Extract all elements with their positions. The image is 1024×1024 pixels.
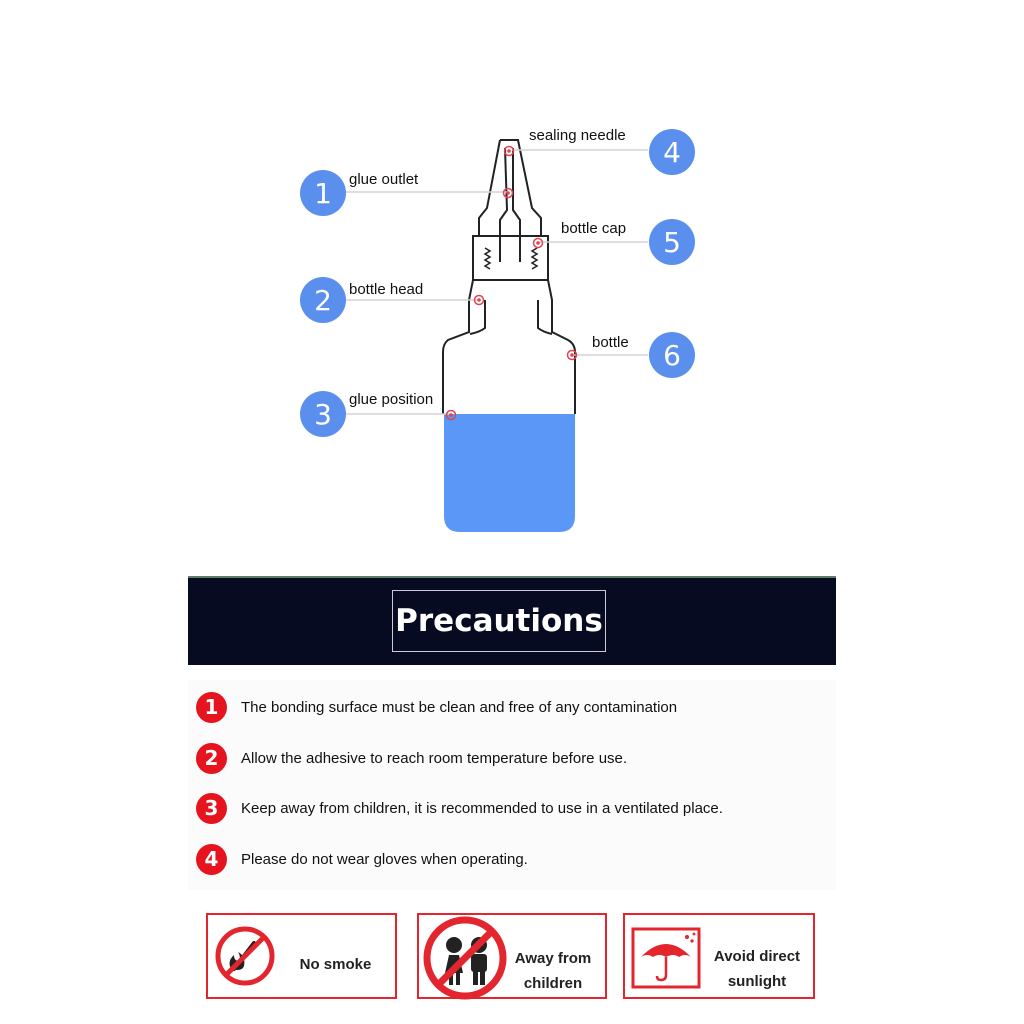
callout-3-label: glue position bbox=[349, 391, 434, 408]
glue-fill bbox=[444, 414, 575, 532]
umbrella-icon bbox=[631, 927, 701, 989]
callout-1-badge: 1 bbox=[300, 170, 346, 216]
no-smoke-label: No smoke bbox=[299, 956, 372, 973]
away-from-children-label-line1: Away from bbox=[514, 950, 592, 967]
avoid-sunlight-sign bbox=[623, 913, 815, 999]
precaution-item bbox=[196, 690, 677, 724]
no-smoking-icon bbox=[214, 925, 276, 987]
callout-1-label: glue outlet bbox=[349, 171, 419, 188]
callout-4-badge: 4 bbox=[649, 129, 695, 175]
avoid-sunlight-label-line1: Avoid direct bbox=[713, 948, 801, 965]
precaution-badge: 3 bbox=[196, 793, 227, 824]
away-from-children-label-line2: children bbox=[523, 975, 583, 992]
precaution-badge: 4 bbox=[196, 844, 227, 875]
precaution-text: The bonding surface must be clean and free of any contamination bbox=[241, 698, 678, 716]
precaution-item bbox=[196, 741, 627, 775]
precaution-text: Please do not wear gloves when operating. bbox=[241, 850, 528, 868]
precaution-text: Allow the adhesive to reach room temperature before use. bbox=[241, 749, 628, 767]
bottle-outline bbox=[443, 140, 575, 414]
banner-title-box bbox=[392, 590, 606, 652]
no-smoke-sign bbox=[206, 913, 397, 999]
no-children-icon bbox=[421, 915, 509, 1001]
callout-2-badge: 2 bbox=[300, 277, 346, 323]
point-markers bbox=[447, 147, 577, 420]
banner-title: Precautions bbox=[395, 603, 603, 639]
away-from-children-sign bbox=[417, 913, 607, 999]
precautions-banner bbox=[188, 576, 836, 665]
avoid-sunlight-label-line2: sunlight bbox=[727, 973, 787, 990]
callout-5-label: bottle cap bbox=[561, 220, 627, 237]
precaution-badge: 1 bbox=[196, 692, 227, 723]
callout-3-badge: 3 bbox=[300, 391, 346, 437]
precaution-badge: 2 bbox=[196, 743, 227, 774]
callout-6-label: bottle bbox=[592, 334, 629, 351]
cap-threads bbox=[485, 248, 537, 269]
callout-6-badge: 6 bbox=[649, 332, 695, 378]
callout-4-label: sealing needle bbox=[529, 127, 626, 144]
precautions-list bbox=[188, 680, 836, 890]
precaution-item bbox=[196, 842, 528, 876]
callout-2-label: bottle head bbox=[349, 281, 424, 298]
precaution-item bbox=[196, 791, 723, 825]
precaution-text: Keep away from children, it is recommended to use in a ventilated place. bbox=[241, 799, 723, 817]
callout-5-badge: 5 bbox=[649, 219, 695, 265]
